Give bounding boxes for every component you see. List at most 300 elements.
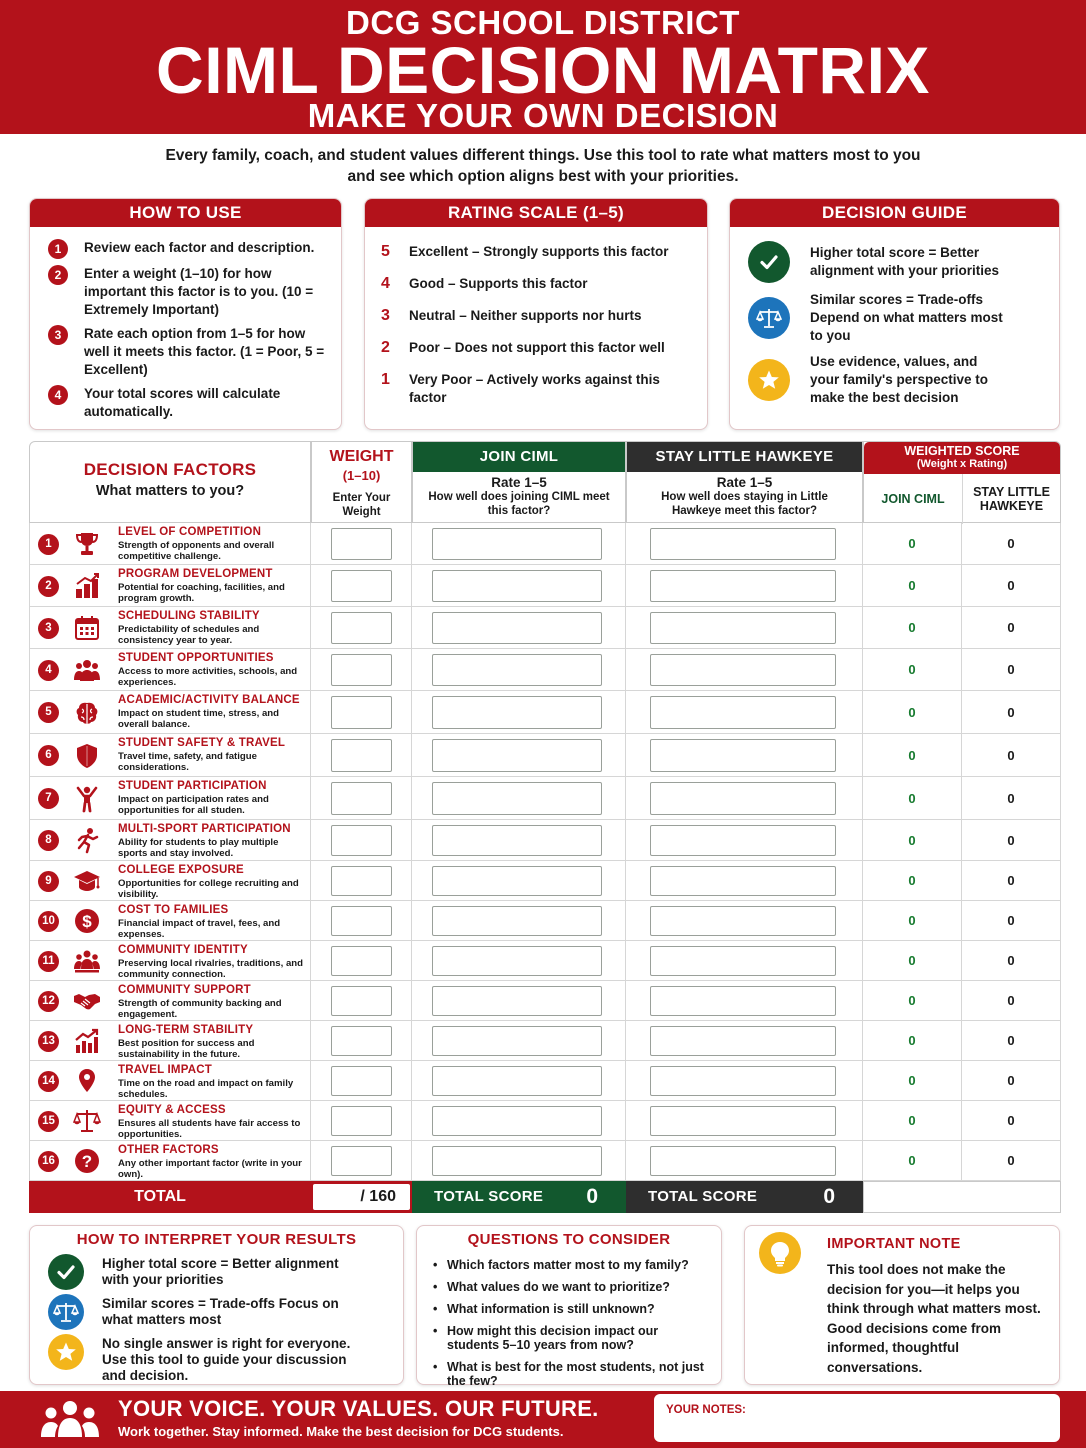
ciml-rating-input[interactable]: [432, 782, 602, 815]
factor-description: Strength of opponents and overall competitive challenge.: [118, 540, 275, 562]
guide-text: Higher total score = Better alignment with your priorities: [810, 245, 1000, 278]
weight-cell: [311, 607, 412, 649]
weight-cell: [311, 941, 412, 981]
weighted-stay-score: 0: [1007, 662, 1015, 677]
note-text: This tool does not make the decision for you—it helps you think through what matters most. Good decisions come from informed, thoughtful conversations.: [827, 1262, 1041, 1375]
stay-instructions: How well does staying in Little Hawkeye meet this factor?: [661, 491, 828, 517]
weight-cell: [311, 901, 412, 941]
weight-cell: [311, 691, 412, 734]
ciml-rating-input[interactable]: [432, 946, 602, 976]
factor-row: [29, 734, 1061, 777]
decision-matrix: [29, 441, 1061, 1213]
weighted-stay-col: STAY LITTLE HAWKEYE: [973, 485, 1050, 513]
stay-rating-cell: [626, 1101, 863, 1141]
total-weight-cell: [311, 1181, 412, 1213]
factor-cell: [29, 1101, 311, 1141]
note-title: IMPORTANT NOTE: [827, 1236, 961, 1252]
question-item: • Which factors matter most to my family?: [433, 1258, 711, 1272]
weight-input[interactable]: [331, 570, 392, 602]
how-to-step: [48, 239, 331, 259]
factor-title: OTHER FACTORS: [118, 1144, 219, 1156]
weighted-stay-cell: [962, 565, 1061, 607]
ciml-rating-cell: [412, 565, 626, 607]
factor-row: [29, 691, 1061, 734]
decision-guide-list: [748, 241, 1049, 415]
weight-cell: [311, 1021, 412, 1061]
ciml-rating-input[interactable]: [432, 612, 602, 644]
weight-input[interactable]: [331, 696, 392, 729]
stay-rating-input[interactable]: [650, 1146, 836, 1176]
weighted-stay-score: 0: [1007, 1033, 1015, 1048]
factor-number: 12: [38, 991, 59, 1012]
factor-description: Opportunities for college recruiting and visibility.: [118, 878, 299, 900]
step-text: Rate each option from 1–5 for how well it meets this factor. (1 = Poor, 5 = Excellent): [84, 326, 325, 377]
weighted-ciml-cell: [863, 649, 962, 691]
stay-rating-input[interactable]: [650, 825, 836, 856]
factor-description: Ability for students to play multiple sports and stay involved.: [118, 837, 279, 859]
weighted-ciml-cell: [863, 734, 962, 777]
weight-cell: [311, 734, 412, 777]
weighted-stay-score: 0: [1007, 993, 1015, 1008]
weight-cell: [311, 1141, 412, 1181]
weighted-ciml-score: 0: [908, 791, 916, 806]
growth-chart-icon: [72, 572, 102, 600]
weighted-ciml-score: 0: [908, 833, 916, 848]
factor-number: 11: [38, 951, 59, 972]
weighted-stay-score: 0: [1007, 1073, 1015, 1088]
page-subtitle: MAKE YOUR OWN DECISION: [307, 97, 779, 134]
weight-input[interactable]: [331, 612, 392, 644]
stay-rating-cell: [626, 523, 863, 565]
balance-scale-icon: [72, 1107, 102, 1135]
decision-guide-panel: [729, 198, 1060, 430]
weighted-stay-score: 0: [1007, 1113, 1015, 1128]
trend-up-icon: [72, 1027, 102, 1055]
weight-input[interactable]: [331, 866, 392, 896]
factor-cell: [29, 901, 311, 941]
rating-scale-item: [381, 339, 697, 371]
district-name: DCG SCHOOL DISTRICT: [346, 4, 740, 41]
weighted-total-cell: [863, 1181, 1061, 1213]
weighted-stay-cell: [962, 607, 1061, 649]
weight-input[interactable]: [331, 528, 392, 560]
ciml-rating-cell: [412, 820, 626, 861]
factor-cell: [29, 777, 311, 820]
factor-number: 10: [38, 911, 59, 932]
weighted-ciml-cell: [863, 1101, 962, 1141]
note-panel: [744, 1225, 1060, 1385]
brain-icon: [72, 699, 102, 727]
factor-description: Access to more activities, schools, and experiences.: [118, 666, 298, 688]
footer-subline: Work together. Stay informed. Make the best decision for DCG students.: [118, 1424, 564, 1439]
stay-rating-cell: [626, 901, 863, 941]
factor-row: [29, 1061, 1061, 1101]
svg-text:?: ?: [81, 1152, 93, 1171]
weight-input[interactable]: [331, 654, 392, 686]
ciml-rating-cell: [412, 941, 626, 981]
ciml-rating-input[interactable]: [432, 1146, 602, 1176]
factor-description: Potential for coaching, facilities, and program growth.: [118, 582, 285, 604]
step-number: 4: [48, 385, 68, 405]
how-to-step: [48, 385, 331, 421]
footer: [0, 1391, 1086, 1448]
weighted-ciml-score: 0: [908, 913, 916, 928]
stay-total: [626, 1181, 863, 1213]
ciml-rating-cell: [412, 1141, 626, 1181]
weighted-stay-score: 0: [1007, 748, 1015, 763]
stay-rating-cell: [626, 691, 863, 734]
weighted-ciml-score: 0: [908, 748, 916, 763]
question-item: • How might this decision impact our students 5–10 years from now?: [433, 1324, 711, 1352]
weighted-stay-score: 0: [1007, 873, 1015, 888]
total-label: TOTAL: [29, 1181, 311, 1213]
stay-rating-cell: [626, 565, 863, 607]
total-weight-value: / 160: [313, 1184, 410, 1210]
ciml-rating-input[interactable]: [432, 528, 602, 560]
weight-cell: [311, 649, 412, 691]
factor-cell: [29, 1061, 311, 1101]
weight-input[interactable]: [331, 946, 392, 976]
stay-rating-cell: [626, 649, 863, 691]
weighted-ciml-cell: [863, 565, 962, 607]
factor-cell: [29, 981, 311, 1021]
weight-cell: [311, 820, 412, 861]
factor-cell: [29, 820, 311, 861]
stay-rating-cell: [626, 607, 863, 649]
weighted-ciml-cell: [863, 1021, 962, 1061]
ciml-header: [412, 441, 626, 523]
weighted-stay-cell: [962, 523, 1061, 565]
weighted-stay-score: 0: [1007, 578, 1015, 593]
rating-value: 1: [381, 371, 390, 388]
ciml-rating-input[interactable]: [432, 654, 602, 686]
rating-scale-panel: [364, 198, 708, 430]
ciml-rating-cell: [412, 649, 626, 691]
factor-row: [29, 981, 1061, 1021]
guide-text: Use evidence, values, and your family's perspective to make the best decision: [810, 354, 989, 405]
decision-guide-item: [748, 241, 1049, 283]
weighted-ciml-cell: [863, 1061, 962, 1101]
weighted-stay-score: 0: [1007, 833, 1015, 848]
scale-icon: [748, 297, 790, 339]
stay-rating-cell: [626, 1141, 863, 1181]
stay-rating-cell: [626, 734, 863, 777]
factors-subtitle: What matters to you?: [95, 483, 245, 499]
weighted-ciml-cell: [863, 777, 962, 820]
weighted-ciml-cell: [863, 607, 962, 649]
factor-row: [29, 1141, 1061, 1181]
ciml-rating-input[interactable]: [432, 906, 602, 936]
rating-scale-item: [381, 307, 697, 339]
ciml-rating-input[interactable]: [432, 739, 602, 772]
questions-panel: [416, 1225, 722, 1388]
decision-guide-title: DECISION GUIDE: [730, 199, 1059, 227]
weight-input[interactable]: [331, 1066, 392, 1096]
ciml-title: JOIN CIML: [413, 442, 625, 472]
weighted-ciml-score: 0: [908, 578, 916, 593]
factor-number: 4: [38, 660, 59, 681]
lightbulb-icon: [759, 1232, 801, 1274]
factor-title: COMMUNITY IDENTITY: [118, 944, 248, 956]
runner-icon: [72, 827, 102, 855]
rating-description: Very Poor – Actively works against this factor: [409, 372, 660, 405]
stay-header: [626, 441, 863, 523]
shield-icon: [72, 742, 102, 770]
step-number: 1: [48, 239, 68, 259]
rating-description: Neutral – Neither supports nor hurts: [409, 308, 642, 323]
intro-line-1: Every family, coach, and student values different things. Use this tool to rate what matters most to you: [165, 147, 921, 164]
factor-number: 9: [38, 871, 59, 892]
weighted-ciml-cell: [863, 861, 962, 901]
factor-description: Impact on student time, stress, and overall balance.: [118, 708, 279, 730]
factor-row: [29, 523, 1061, 565]
factor-number: 3: [38, 618, 59, 639]
factor-title: MULTI-SPORT PARTICIPATION: [118, 823, 291, 835]
factor-number: 5: [38, 702, 59, 723]
factor-cell: [29, 523, 311, 565]
weighted-ciml-cell: [863, 901, 962, 941]
weighted-score-formula: (Weight x Rating): [916, 458, 1008, 470]
stay-rating-input[interactable]: [650, 986, 836, 1016]
weighted-ciml-score: 0: [908, 1113, 916, 1128]
weighted-stay-cell: [962, 1141, 1061, 1181]
factor-cell: [29, 607, 311, 649]
weighted-ciml-score: 0: [908, 662, 916, 677]
weighted-ciml-cell: [863, 941, 962, 981]
star-icon: [748, 359, 790, 401]
weighted-ciml-score: 0: [908, 953, 916, 968]
ciml-rating-cell: [412, 691, 626, 734]
factor-cell: [29, 734, 311, 777]
map-pin-icon: [72, 1067, 102, 1095]
ciml-rating-input[interactable]: [432, 570, 602, 602]
factor-row: [29, 649, 1061, 691]
weighted-ciml-score: 0: [908, 620, 916, 635]
rating-value: 2: [381, 339, 390, 356]
factor-title: EQUITY & ACCESS: [118, 1104, 226, 1116]
stay-rating-input[interactable]: [650, 570, 836, 602]
questions-list: [433, 1258, 711, 1396]
stay-rating-cell: [626, 941, 863, 981]
factor-title: PROGRAM DEVELOPMENT: [118, 568, 273, 580]
step-text: Review each factor and description.: [84, 240, 315, 255]
trophy-icon: [72, 530, 102, 558]
ciml-rating-cell: [412, 777, 626, 820]
ciml-instructions: How well does joining CIML meet this factor?: [428, 491, 610, 517]
factor-title: LONG-TERM STABILITY: [118, 1024, 254, 1036]
stay-rating-input[interactable]: [650, 782, 836, 815]
factor-number: 7: [38, 788, 59, 809]
notes-label: YOUR NOTES:: [666, 1404, 746, 1416]
rating-value: 4: [381, 275, 390, 292]
weighted-stay-cell: [962, 691, 1061, 734]
weighted-ciml-cell: [863, 691, 962, 734]
group-icon: [72, 656, 102, 684]
ciml-total-value: 0: [586, 1185, 598, 1208]
factor-row: [29, 607, 1061, 649]
rating-value: 5: [381, 243, 390, 260]
decision-guide-item: [748, 353, 1049, 407]
rating-scale-item: [381, 371, 697, 411]
stay-rating-input[interactable]: [650, 906, 836, 936]
factor-row: [29, 901, 1061, 941]
calendar-icon: [72, 614, 102, 642]
rating-description: Poor – Does not support this factor well: [409, 340, 665, 355]
weighted-ciml-score: 0: [908, 993, 916, 1008]
weighted-stay-cell: [962, 1061, 1061, 1101]
footer-tagline: YOUR VOICE. YOUR VALUES. OUR FUTURE.: [118, 1396, 599, 1421]
ciml-rating-input[interactable]: [432, 986, 602, 1016]
notes-field[interactable]: [654, 1394, 1060, 1442]
stay-rating-cell: [626, 861, 863, 901]
question-icon: [72, 1147, 102, 1175]
factor-title: COLLEGE EXPOSURE: [118, 864, 244, 876]
interpret-list: [48, 1256, 395, 1390]
weighted-stay-score: 0: [1007, 705, 1015, 720]
weighted-stay-cell: [962, 1101, 1061, 1141]
stay-rating-input[interactable]: [650, 1106, 836, 1136]
factor-title: COST TO FAMILIES: [118, 904, 229, 916]
stay-rating-input[interactable]: [650, 946, 836, 976]
weighted-stay-score: 0: [1007, 620, 1015, 635]
ciml-rating-input[interactable]: [432, 866, 602, 896]
ciml-rating-input[interactable]: [432, 1106, 602, 1136]
weight-input[interactable]: [331, 1146, 392, 1176]
handshake-icon: [72, 987, 102, 1015]
interpret-text: Higher total score = Better alignment with your priorities: [102, 1256, 339, 1287]
factor-cell: [29, 1141, 311, 1181]
stay-rating-input[interactable]: [650, 612, 836, 644]
factor-row: [29, 861, 1061, 901]
stay-rating-input[interactable]: [650, 1026, 836, 1056]
ciml-total: [412, 1181, 626, 1213]
factor-cell: [29, 565, 311, 607]
weighted-stay-cell: [962, 777, 1061, 820]
stay-rating-input[interactable]: [650, 866, 836, 896]
weighted-stay-cell: [962, 901, 1061, 941]
weighted-stay-cell: [962, 734, 1061, 777]
weighted-stay-cell: [962, 981, 1061, 1021]
weighted-stay-score: 0: [1007, 791, 1015, 806]
questions-title: QUESTIONS TO CONSIDER: [467, 1231, 671, 1248]
stay-rating-input[interactable]: [650, 528, 836, 560]
how-to-use-list: [48, 239, 331, 427]
weighted-stay-cell: [962, 861, 1061, 901]
factor-row: [29, 1101, 1061, 1141]
interpret-item: [48, 1296, 395, 1330]
factor-number: 14: [38, 1071, 59, 1092]
weighted-ciml-score: 0: [908, 1153, 916, 1168]
weight-cell: [311, 565, 412, 607]
weight-cell: [311, 861, 412, 901]
stay-total-value: 0: [823, 1185, 835, 1208]
weight-input[interactable]: [331, 782, 392, 815]
weight-input[interactable]: [331, 1106, 392, 1136]
ciml-rating-input[interactable]: [432, 1026, 602, 1056]
step-number: 2: [48, 265, 68, 285]
factor-title: COMMUNITY SUPPORT: [118, 984, 251, 996]
ciml-rating-input[interactable]: [432, 696, 602, 729]
interpret-item: [48, 1336, 395, 1384]
factor-description: Any other important factor (write in your own).: [118, 1158, 302, 1180]
factor-row: [29, 1021, 1061, 1061]
stay-rating-input[interactable]: [650, 739, 836, 772]
how-to-use-panel: [29, 198, 342, 430]
factor-description: Impact on participation rates and opportunities for all studen.: [118, 794, 269, 816]
weighted-ciml-score: 0: [908, 536, 916, 551]
stay-rating-input[interactable]: [650, 1066, 836, 1096]
weighted-stay-cell: [962, 941, 1061, 981]
factor-title: STUDENT PARTICIPATION: [118, 780, 267, 792]
weight-input[interactable]: [331, 986, 392, 1016]
weight-input[interactable]: [331, 906, 392, 936]
factor-number: 2: [38, 576, 59, 597]
ciml-rating-cell: [412, 607, 626, 649]
svg-text:$: $: [82, 912, 92, 931]
intro-text: [90, 145, 996, 187]
ciml-rating-cell: [412, 981, 626, 1021]
ciml-rating-cell: [412, 1021, 626, 1061]
stay-total-label: TOTAL SCORE: [648, 1188, 758, 1205]
factor-number: 6: [38, 745, 59, 766]
factors-title: DECISION FACTORS: [83, 460, 257, 479]
factor-title: SCHEDULING STABILITY: [118, 610, 260, 622]
interpret-panel: [29, 1225, 404, 1385]
factor-title: TRAVEL IMPACT: [118, 1064, 212, 1076]
factor-description: Time on the road and impact on family schedules.: [118, 1078, 294, 1100]
weight-header: [311, 441, 412, 523]
weight-title: WEIGHT: [329, 448, 394, 465]
factor-description: Best position for success and sustainability in the future.: [118, 1038, 255, 1060]
weighted-score-header: [863, 441, 1061, 523]
factor-number: 16: [38, 1151, 59, 1172]
factor-description: Financial impact of travel, fees, and expenses.: [118, 918, 281, 940]
rating-value: 3: [381, 307, 390, 324]
interpret-item: [48, 1256, 395, 1290]
community-icon: [72, 947, 102, 975]
stay-rating-input[interactable]: [650, 654, 836, 686]
weighted-ciml-score: 0: [908, 873, 916, 888]
weighted-ciml-cell: [863, 523, 962, 565]
weight-input[interactable]: [331, 1026, 392, 1056]
factor-cell: [29, 1021, 311, 1061]
factor-number: 8: [38, 830, 59, 851]
factor-number: 1: [38, 534, 59, 555]
decision-guide-item: [748, 291, 1049, 345]
factor-description: Preserving local rivalries, traditions, and community connection.: [118, 958, 304, 980]
total-row: [29, 1181, 1061, 1213]
rating-scale-item: [381, 275, 697, 307]
ciml-rating-input[interactable]: [432, 1066, 602, 1096]
rating-scale-title: RATING SCALE (1–5): [365, 199, 707, 227]
step-text: Enter a weight (1–10) for how important this factor is to you. (10 = Extremely Important): [84, 266, 314, 317]
weight-input[interactable]: [331, 825, 392, 856]
stay-rating-input[interactable]: [650, 696, 836, 729]
ciml-rating-input[interactable]: [432, 825, 602, 856]
weighted-score-title: WEIGHTED SCORE: [904, 444, 1020, 458]
page-title: CIML DECISION MATRIX: [156, 33, 930, 107]
stay-rating-cell: [626, 1061, 863, 1101]
rating-scale-list: [381, 243, 697, 411]
how-to-use-title: HOW TO USE: [30, 199, 341, 227]
check-icon: [48, 1254, 84, 1290]
weight-input[interactable]: [331, 739, 392, 772]
stay-title: STAY LITTLE HAWKEYE: [627, 442, 862, 472]
factor-row: [29, 941, 1061, 981]
factor-description: Travel time, safety, and fatigue considerations.: [118, 751, 257, 773]
intro-line-2: and see which option aligns best with your priorities.: [347, 168, 739, 185]
weighted-score-bar: [864, 442, 1060, 474]
